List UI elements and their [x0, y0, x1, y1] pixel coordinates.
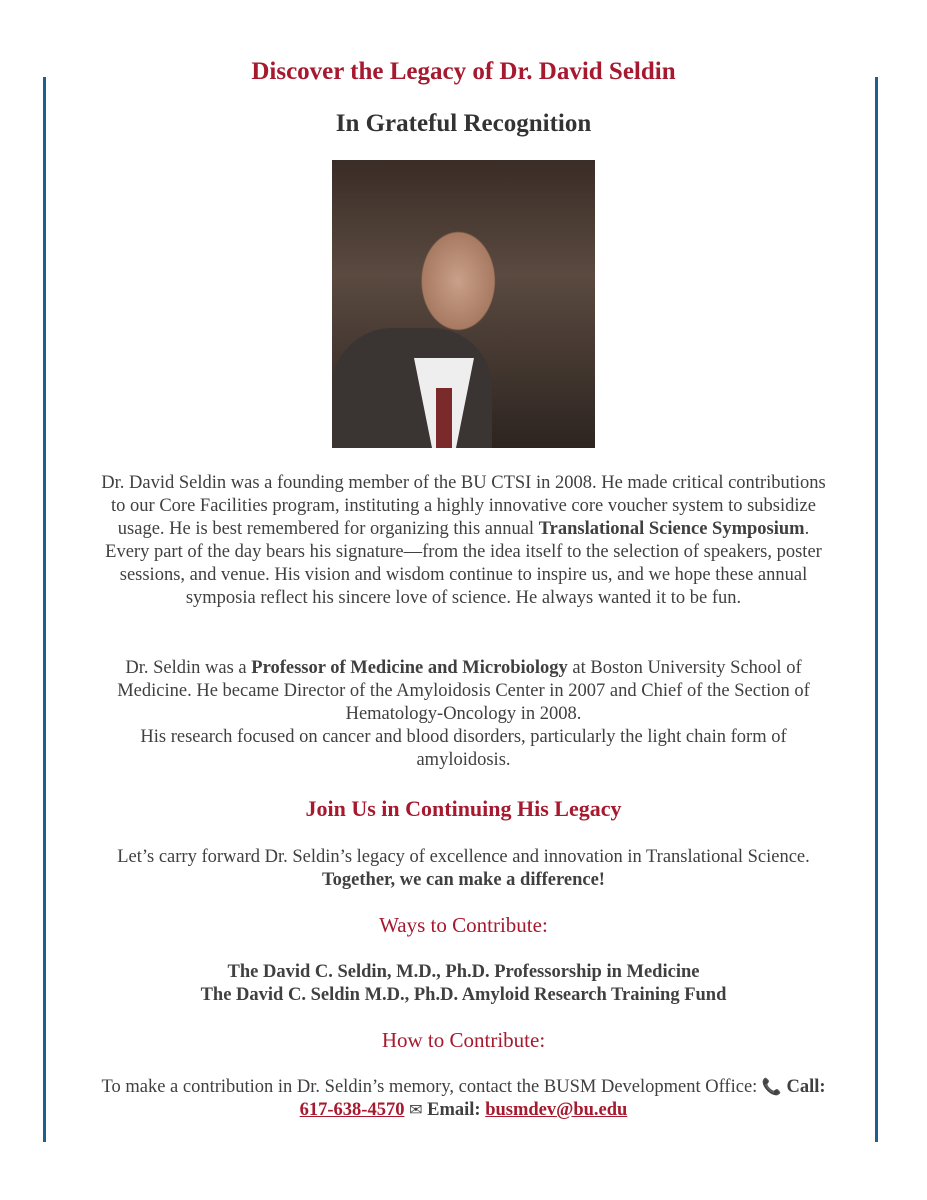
text: To make a contribution in Dr. Seldin’s memory, contact the BUSM Development Office:: [101, 1077, 762, 1097]
text-bold: Together, we can make a difference!: [322, 870, 605, 890]
right-border: [875, 77, 878, 1142]
text: Let’s carry forward Dr. Seldin’s legacy of excellence and innovation in Translational Science.: [117, 847, 810, 867]
call-label: Call:: [786, 1077, 826, 1097]
text: . Every part of the day bears his signature—from the idea itself to the selection of speakers, poster sessions, and venue. His vision and wisdom continue to inspire us, and we hope these annual symposia reflect his sincere love of science. He always wanted it to be fun.: [105, 519, 822, 608]
subtitle: In Grateful Recognition: [335, 110, 592, 137]
bio-paragraph: [100, 472, 827, 610]
title-text: Discover the Legacy of Dr. David Seldin: [251, 58, 676, 85]
research-text: His research focused on cancer and blood disorders, particularly the light chain form of amyloidosis.: [140, 727, 787, 770]
fund-item: The David C. Seldin M.D., Ph.D. Amyloid Research Training Fund: [200, 985, 727, 1005]
how-heading: How to Contribute:: [381, 1028, 546, 1052]
left-border: [43, 77, 46, 1142]
symposium-name: Translational Science Symposium: [538, 519, 805, 539]
join-heading: Join Us in Continuing His Legacy: [305, 796, 622, 821]
page-title: [100, 58, 827, 86]
legacy-paragraph: [100, 846, 827, 892]
email-label: Email:: [427, 1100, 481, 1120]
career-paragraph: [110, 657, 817, 772]
text: Dr. David Seldin was a founding member of the BU CTSI in 2008. He made critical contributions to our Core Facilities program, instituting a highly innovative core voucher system to subsidize usage. He is best remembered for organizing this annual: [101, 473, 826, 539]
text: Dr. Seldin was a: [125, 658, 252, 678]
text: at Boston University School of Medicine. He became Director of the Amyloidosis Center in 2007 and Chief of the Section of Hematology-Oncology in 2008.: [117, 658, 810, 724]
title-bold: Professor of Medicine and Microbiology: [251, 658, 568, 678]
email-link[interactable]: busmdev@bu.edu: [485, 1100, 628, 1120]
portrait-photo: [332, 160, 595, 448]
phone-link[interactable]: 617-638-4570: [299, 1100, 405, 1120]
funds-list: [100, 961, 827, 1007]
ways-heading: Ways to Contribute:: [379, 913, 548, 937]
email-icon: ✉: [409, 1102, 423, 1119]
contact-paragraph: [100, 1076, 827, 1122]
fund-item: The David C. Seldin, M.D., Ph.D. Professorship in Medicine: [227, 962, 700, 982]
phone-icon: 📞: [761, 1079, 782, 1096]
